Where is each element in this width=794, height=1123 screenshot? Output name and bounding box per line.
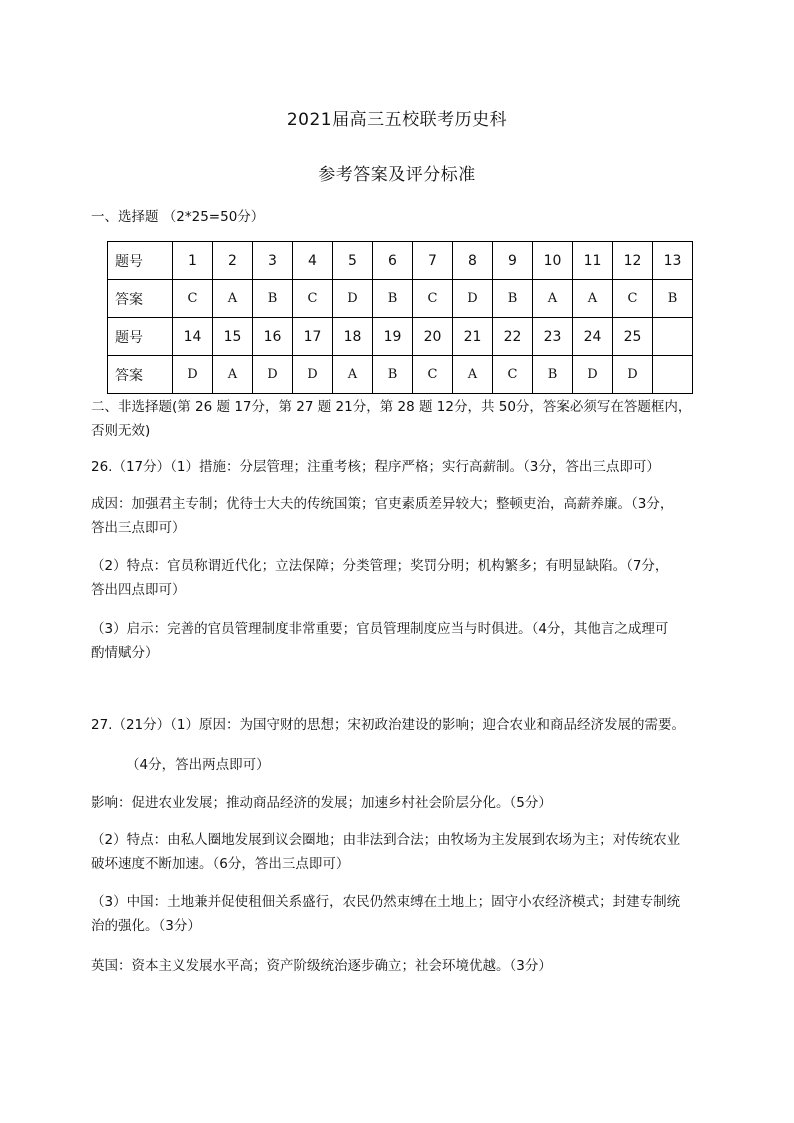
table-row bbox=[108, 356, 693, 394]
question-number-cell: 8 bbox=[453, 242, 493, 280]
answer-cell: B bbox=[533, 356, 573, 394]
q27-reasons: 27.（21分）（1）原因：为国守财的思想；宋初政治建设的影响；迎合农业和商品经济发展的需要。 bbox=[91, 717, 685, 733]
answer-cell: C bbox=[413, 280, 453, 318]
table-row-label: 答案 bbox=[108, 280, 173, 318]
table-row-label: 题号 bbox=[108, 318, 173, 356]
answer-cell: C bbox=[493, 356, 533, 394]
answer-cell: D bbox=[293, 356, 333, 394]
table-row bbox=[108, 280, 693, 318]
answer-cell: D bbox=[253, 356, 293, 394]
q26-enlightenment-line2: 酌情赋分） bbox=[91, 645, 159, 661]
question-number-cell: 1 bbox=[173, 242, 213, 280]
answer-cell bbox=[653, 356, 693, 394]
section2-heading-line2: 否则无效) bbox=[91, 423, 151, 439]
answer-cell: A bbox=[213, 356, 253, 394]
question-number-cell: 4 bbox=[293, 242, 333, 280]
question-number-cell: 19 bbox=[373, 318, 413, 356]
answer-cell: D bbox=[573, 356, 613, 394]
table-row-label: 答案 bbox=[108, 356, 173, 394]
question-number-cell: 25 bbox=[613, 318, 653, 356]
answer-cell: A bbox=[533, 280, 573, 318]
q27-china-line2: 治的强化。（3分） bbox=[91, 918, 201, 934]
question-number-cell: 23 bbox=[533, 318, 573, 356]
answer-cell: D bbox=[453, 280, 493, 318]
exam-subtitle: 参考答案及评分标准 bbox=[318, 165, 476, 185]
answer-cell: C bbox=[613, 280, 653, 318]
answer-cell: D bbox=[173, 356, 213, 394]
answer-cell: D bbox=[613, 356, 653, 394]
q27-china-line1: （3）中国：土地兼并促使租佃关系盛行，农民仍然束缚在土地上；固守小农经济模式；封建专制统 bbox=[91, 894, 681, 910]
section2-heading-line1: 二、非选择题(第 26 题 17分，第 27 题 21分，第 28 题 12分，共 50分，答案必须写在答题框内， bbox=[91, 399, 692, 415]
question-number-cell: 14 bbox=[173, 318, 213, 356]
answer-cell: B bbox=[373, 356, 413, 394]
question-number-cell: 7 bbox=[413, 242, 453, 280]
answer-cell: C bbox=[413, 356, 453, 394]
answer-cell: B bbox=[653, 280, 693, 318]
question-number-cell: 12 bbox=[613, 242, 653, 280]
q26-causes-line1: 成因：加强君主专制；优待士大夫的传统国策；官吏素质差异较大；整顿吏治，高薪养廉。（3分， bbox=[91, 496, 674, 512]
exam-title: 2021届高三五校联考历史科 bbox=[286, 110, 508, 130]
answer-cell: B bbox=[493, 280, 533, 318]
question-number-cell: 22 bbox=[493, 318, 533, 356]
question-number-cell: 5 bbox=[333, 242, 373, 280]
question-number-cell: 17 bbox=[293, 318, 333, 356]
question-number-cell: 10 bbox=[533, 242, 573, 280]
answer-cell: A bbox=[573, 280, 613, 318]
question-number-cell: 15 bbox=[213, 318, 253, 356]
q27-features-line2: 破坏速度不断加速。（6分，答出三点即可） bbox=[91, 856, 350, 872]
answer-cell: B bbox=[253, 280, 293, 318]
question-number-cell bbox=[653, 318, 693, 356]
question-number-cell: 3 bbox=[253, 242, 293, 280]
question-number-cell: 21 bbox=[453, 318, 493, 356]
question-number-cell: 16 bbox=[253, 318, 293, 356]
q27-features-line1: （2）特点：由私人圈地发展到议会圈地；由非法到合法；由牧场为主发展到农场为主；对传统农业 bbox=[91, 832, 681, 848]
question-number-cell: 24 bbox=[573, 318, 613, 356]
q27-britain: 英国：资本主义发展水平高；资产阶级统治逐步确立；社会环境优越。（3分） bbox=[91, 958, 552, 974]
question-number-cell: 11 bbox=[573, 242, 613, 280]
answer-cell: A bbox=[453, 356, 493, 394]
answer-cell: B bbox=[373, 280, 413, 318]
q26-features-line1: （2）特点：官员称谓近代化；立法保障；分类管理；奖罚分明；机构繁多；有明显缺陷。（7分， bbox=[91, 558, 669, 574]
question-number-cell: 2 bbox=[213, 242, 253, 280]
answer-cell: A bbox=[213, 280, 253, 318]
answer-table bbox=[107, 241, 693, 394]
answer-cell: C bbox=[293, 280, 333, 318]
q27-reasons-note: （4分，答出两点即可） bbox=[126, 757, 270, 773]
q26-measures: 26.（17分）（1）措施：分层管理；注重考核；程序严格；实行高薪制。（3分，答出三点即可） bbox=[91, 459, 660, 475]
question-number-cell: 20 bbox=[413, 318, 453, 356]
answer-cell: A bbox=[333, 356, 373, 394]
section1-heading: 一、选择题 （2*25=50分） bbox=[91, 209, 265, 225]
q27-impact: 影响：促进农业发展；推动商品经济的发展；加速乡村社会阶层分化。（5分） bbox=[91, 795, 552, 811]
question-number-cell: 18 bbox=[333, 318, 373, 356]
table-row bbox=[108, 242, 693, 280]
question-number-cell: 6 bbox=[373, 242, 413, 280]
table-row bbox=[108, 318, 693, 356]
q26-features-line2: 答出四点即可） bbox=[91, 582, 186, 598]
answer-cell: C bbox=[173, 280, 213, 318]
table-row-label: 题号 bbox=[108, 242, 173, 280]
answer-cell: D bbox=[333, 280, 373, 318]
question-number-cell: 13 bbox=[653, 242, 693, 280]
q26-causes-line2: 答出三点即可） bbox=[91, 520, 186, 536]
question-number-cell: 9 bbox=[493, 242, 533, 280]
q26-enlightenment-line1: （3）启示：完善的官员管理制度非常重要；官员管理制度应当与时俱进。（4分，其他言之成理可 bbox=[91, 621, 669, 637]
